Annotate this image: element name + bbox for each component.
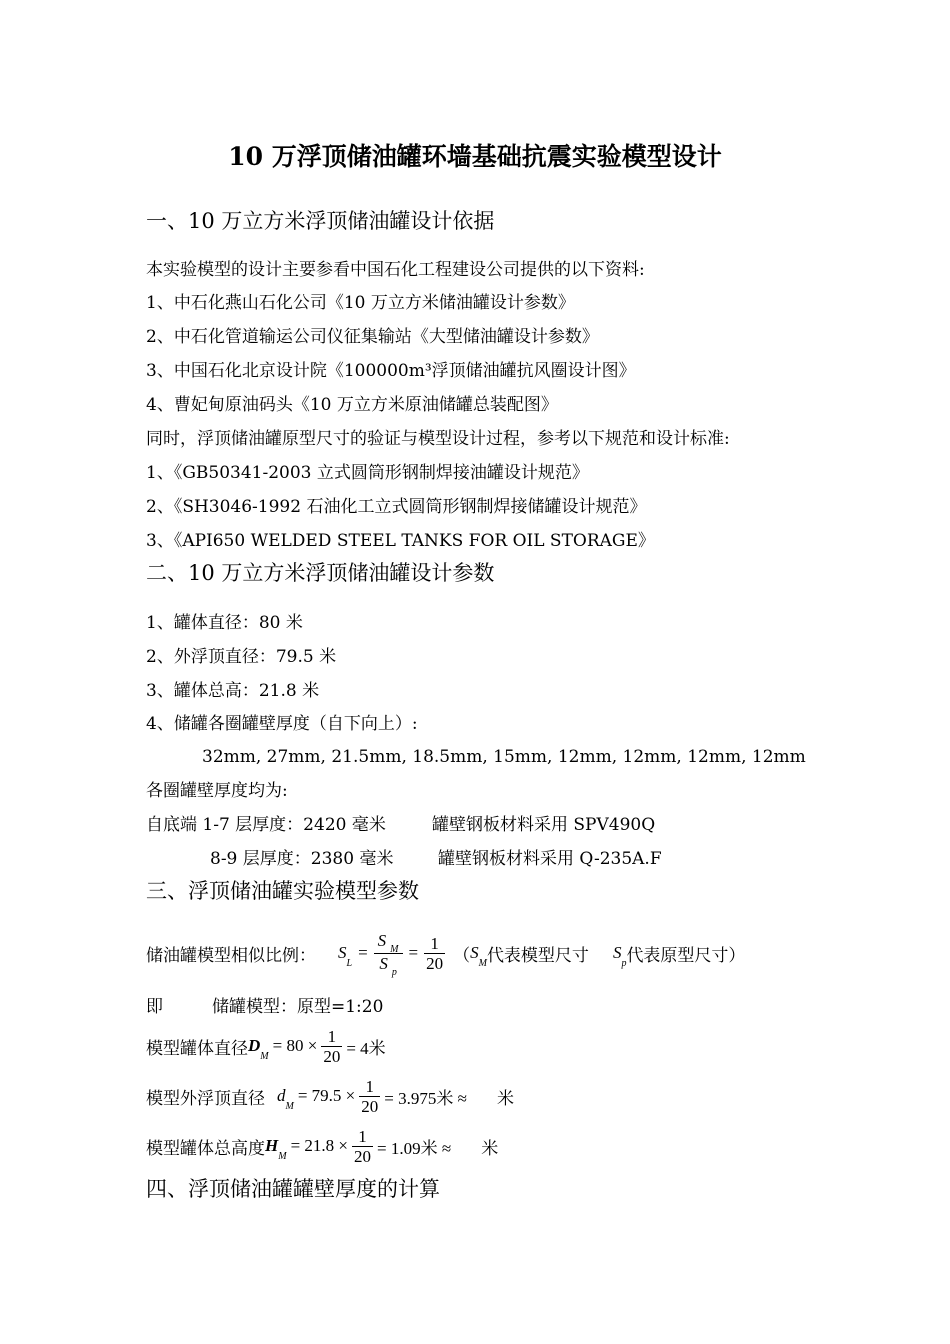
sec1-ref-3: 3、中国石化北京设计院《100000m³浮顶储油罐抗风圈设计图》 [146,361,636,381]
section-2-heading: 二、10 万立方米浮顶储油罐设计参数 [146,561,495,585]
dmo-subscript: M [285,1100,294,1112]
dm-subscript: M [260,1050,269,1062]
sec2-item-4: 4、储罐各圈罐壁厚度（自下向上）: [146,714,418,734]
dmo-frac-den: 20 [361,1096,379,1116]
document-title: 10 万浮顶储油罐环墙基础抗震实验模型设计 [228,142,722,171]
model-roof-diameter-line [146,1072,514,1120]
sec1-standard-3: 3、《API650 WELDED STEEL TANKS FOR OIL STORAGE》 [146,531,655,551]
frac-den: 20 [426,953,444,973]
sp-description: 代表原型尺寸） [626,945,746,966]
equals-sign-2: = [408,943,419,962]
hm-subscript: M [278,1150,287,1162]
sec2-item-2: 2、外浮顶直径：79.5 米 [146,647,337,667]
equals-sign: = [358,943,368,962]
sec1-standard-1: 1、《GB50341-2003 立式圆筒形钢制焊接油罐设计规范》 [146,463,589,483]
scale-ratio-text: 储罐模型：原型=1:20 [212,997,384,1017]
hm-frac-num: 1 [352,1127,373,1147]
sec1-standard-2: 2、《SH3046-1992 石油化工立式圆筒形钢制焊接储罐设计规范》 [146,497,647,517]
frac-sm: S [377,930,387,950]
hm-expression: = 21.8 × [290,1136,349,1155]
sl-symbol: S [338,943,347,962]
one-twentieth-fraction [424,934,445,973]
frac-sm-sub: M [390,943,399,955]
dmo-unit: 米 [496,1088,514,1109]
legend-sp: S [612,943,622,962]
sec1-ref-2: 2、中石化管道输运公司仪征集输站《大型储油罐设计参数》 [146,327,599,347]
frac-sp-sub: p [391,966,397,978]
ratio-label: 储油罐模型相似比例： [146,945,316,966]
dm-result: = 4米 [346,1038,386,1058]
sec1-ref-1: 1、中石化燕山石化公司《10 万立方米储油罐设计参数》 [146,293,575,313]
sl-subscript: L [346,957,353,969]
hm-symbol: H [265,1136,279,1155]
layer-8-9-material: 罐壁钢板材料采用 Q-235A.F [438,849,662,869]
sec2-item-3: 3、罐体总高：21.8 米 [146,681,320,701]
hm-label: 模型罐体总高度 [146,1138,265,1159]
layer-8-9-thickness: 8-9 层厚度：2380 毫米 [210,849,394,869]
frac-sp: S [379,953,388,973]
dmo-result: = 3.975米 ≈ [384,1088,467,1108]
model-diameter-line [146,1022,386,1070]
model-height-line [146,1122,498,1170]
layer-1-7-thickness: 自底端 1-7 层厚度：2420 毫米 [146,815,386,835]
thickness-values: 32mm, 27mm, 21.5mm, 18.5mm, 15mm, 12mm, 12mm, 12mm, 12mm [202,747,806,767]
dmo-label: 模型外浮顶直径 [146,1088,265,1109]
sec1-standards-intro: 同时，浮顶储油罐原型尺寸的验证与模型设计过程，参考以下规范和设计标准: [146,429,730,449]
dm-frac-num: 1 [321,1027,342,1047]
sm-description: 代表模型尺寸 [486,945,589,966]
dmo-fraction [359,1077,380,1116]
dm-fraction [321,1027,342,1066]
legend-sm: S [470,943,479,962]
section-4-heading: 四、浮顶储油罐罐壁厚度的计算 [146,1177,440,1201]
dmo-expression: = 79.5 × [297,1086,356,1105]
hm-unit: 米 [481,1138,499,1159]
paren-open: （ [453,945,471,966]
dmo-symbol: d [277,1086,286,1105]
section-3-heading: 三、浮顶储油罐实验模型参数 [146,879,419,903]
hm-frac-den: 20 [354,1146,372,1166]
layer-1-7-material: 罐壁钢板材料采用 SPV490Q [432,815,656,835]
sec1-intro: 本实验模型的设计主要参看中国石化工程建设公司提供的以下资料: [146,260,645,280]
similarity-ratio-line [146,928,745,978]
legend-sp-sub: p [621,957,627,969]
hm-fraction [352,1127,373,1166]
dmo-frac-num: 1 [359,1077,380,1097]
sm-over-sp-fraction [374,931,403,976]
dm-label: 模型罐体直径 [146,1038,248,1059]
dm-symbol: D [248,1036,261,1055]
dm-frac-den: 20 [323,1046,341,1066]
ji-label: 即 [146,997,163,1017]
sec1-ref-4: 4、曹妃甸原油码头《10 万立方米原油储罐总装配图》 [146,395,558,415]
hm-result: = 1.09米 ≈ [377,1138,452,1158]
frac-num: 1 [424,934,445,954]
sec2-item-1: 1、罐体直径：80 米 [146,613,303,633]
legend-sm-sub: M [478,957,487,969]
section-1-heading: 一、10 万立方米浮顶储油罐设计依据 [146,209,495,233]
dm-expression: = 80 × [272,1036,318,1055]
avg-thickness-label: 各圈罐壁厚度均为: [146,781,288,801]
